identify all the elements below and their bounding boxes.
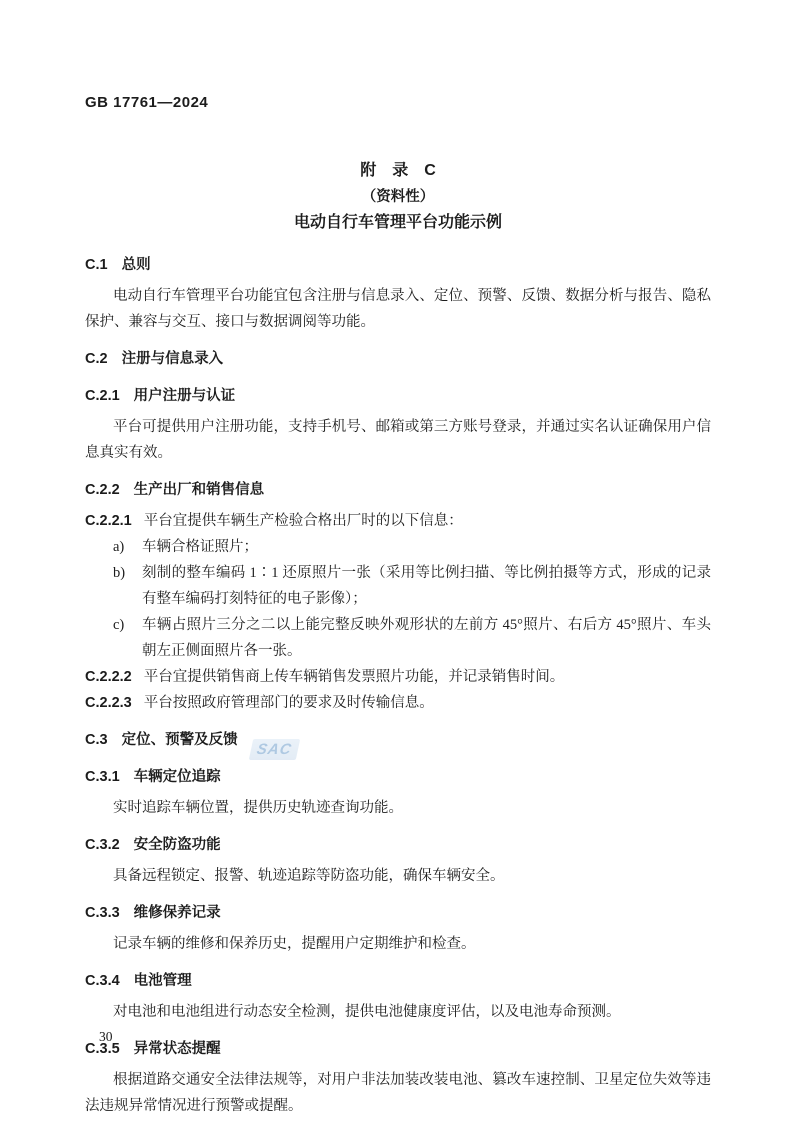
section-heading-c-1	[85, 252, 711, 278]
sac-watermark: SAC	[249, 739, 300, 760]
standard-number-header: GB 17761—2024	[85, 94, 209, 111]
list-marker: b)	[113, 565, 126, 581]
section-number: C.3.2	[85, 837, 120, 853]
section-number: C.2	[85, 351, 108, 367]
section-number: C.2.2	[85, 482, 120, 498]
clause-number: C.2.2.3	[85, 695, 132, 711]
section-number: C.3	[85, 732, 108, 748]
section-heading-c-3	[85, 727, 711, 753]
list-marker: c)	[113, 617, 125, 633]
document-body	[85, 94, 711, 1121]
section-heading-c-3-2	[85, 832, 711, 858]
paragraph: 根据道路交通安全法律法规等，对用户非法加装改装电池、篡改车速控制、卫星定位失效等违法违规异常情况进行预警或提醒。	[85, 1072, 711, 1114]
section-number: C.3.3	[85, 905, 120, 921]
clause-number: C.2.2.2	[85, 669, 132, 685]
section-heading-c-2-2	[85, 477, 711, 503]
paragraph: 具备远程锁定、报警、轨迹追踪等防盗功能，确保车辆安全。	[113, 868, 505, 884]
section-title: 生产出厂和销售信息	[133, 482, 265, 498]
section-number: C.3.5	[85, 1041, 120, 1057]
list-item-c	[85, 612, 711, 664]
section-title: 车辆定位追踪	[133, 769, 221, 785]
section-title: 用户注册与认证	[133, 388, 236, 404]
appendix-title-block	[85, 158, 711, 236]
list-item-text: 车辆合格证照片；	[142, 539, 258, 555]
paragraph: 平台可提供用户注册功能，支持手机号、邮箱或第三方账号登录，并通过实名认证确保用户信息真实有效。	[85, 419, 711, 461]
appendix-heading: 电动自行车管理平台功能示例	[293, 214, 502, 231]
page-number: 30	[99, 1029, 113, 1044]
section-title: 异常状态提醒	[133, 1041, 221, 1057]
list-marker: a)	[113, 539, 125, 555]
paragraph: 记录车辆的维修和保养历史，提醒用户定期维护和检查。	[113, 936, 476, 952]
paragraph: 对电池和电池组进行动态安全检测，提供电池健康度评估，以及电池寿命预测。	[113, 1004, 621, 1020]
paragraph: 实时追踪车辆位置，提供历史轨迹查询功能。	[113, 800, 403, 816]
clause-text: 平台按照政府管理部门的要求及时传输信息。	[143, 695, 434, 711]
list-item-text: 刻制的整车编码 1∶1 还原照片一张（采用等比例扫描、等比例拍摄等方式，形成的记录有整车编码打刻特征的电子影像）；	[142, 565, 711, 607]
list-item-text: 车辆占照片三分之二以上能完整反映外观形状的左前方 45°照片、右后方 45°照片、车头朝左正侧面照片各一张。	[142, 617, 711, 659]
section-title: 维修保养记录	[133, 905, 221, 921]
section-heading-c-3-5	[85, 1036, 711, 1062]
section-heading-c-2	[85, 346, 711, 372]
section-heading-c-2-1	[85, 383, 711, 409]
document-content	[85, 252, 711, 1119]
list-item-b	[85, 560, 711, 612]
appendix-subtitle: （资料性）	[361, 189, 435, 205]
section-number: C.3.4	[85, 973, 120, 989]
section-heading-c-3-3	[85, 900, 711, 926]
clause-c-2-2-2	[85, 664, 711, 690]
appendix-title: 附 录 C	[360, 162, 436, 179]
list-item-a	[85, 534, 711, 560]
section-title: 定位、预警及反馈	[121, 732, 238, 748]
clause-text: 平台宜提供车辆生产检验合格出厂时的以下信息：	[143, 513, 463, 529]
section-heading-c-3-4	[85, 968, 711, 994]
clause-c-2-2-1	[85, 508, 711, 534]
clause-number: C.2.2.1	[85, 513, 132, 529]
clause-c-2-2-3	[85, 690, 711, 716]
clause-text: 平台宜提供销售商上传车辆销售发票照片功能，并记录销售时间。	[143, 669, 565, 685]
section-title: 电池管理	[133, 973, 192, 989]
section-heading-c-3-1	[85, 764, 711, 790]
section-number: C.3.1	[85, 769, 120, 785]
paragraph: 电动自行车管理平台功能宜包含注册与信息录入、定位、预警、反馈、数据分析与报告、隐私保护、兼容与交互、接口与数据调阅等功能。	[85, 288, 711, 330]
section-title: 总则	[121, 257, 151, 273]
section-number: C.2.1	[85, 388, 120, 404]
section-title: 安全防盗功能	[133, 837, 221, 853]
section-title: 注册与信息录入	[121, 351, 224, 367]
section-number: C.1	[85, 257, 108, 273]
